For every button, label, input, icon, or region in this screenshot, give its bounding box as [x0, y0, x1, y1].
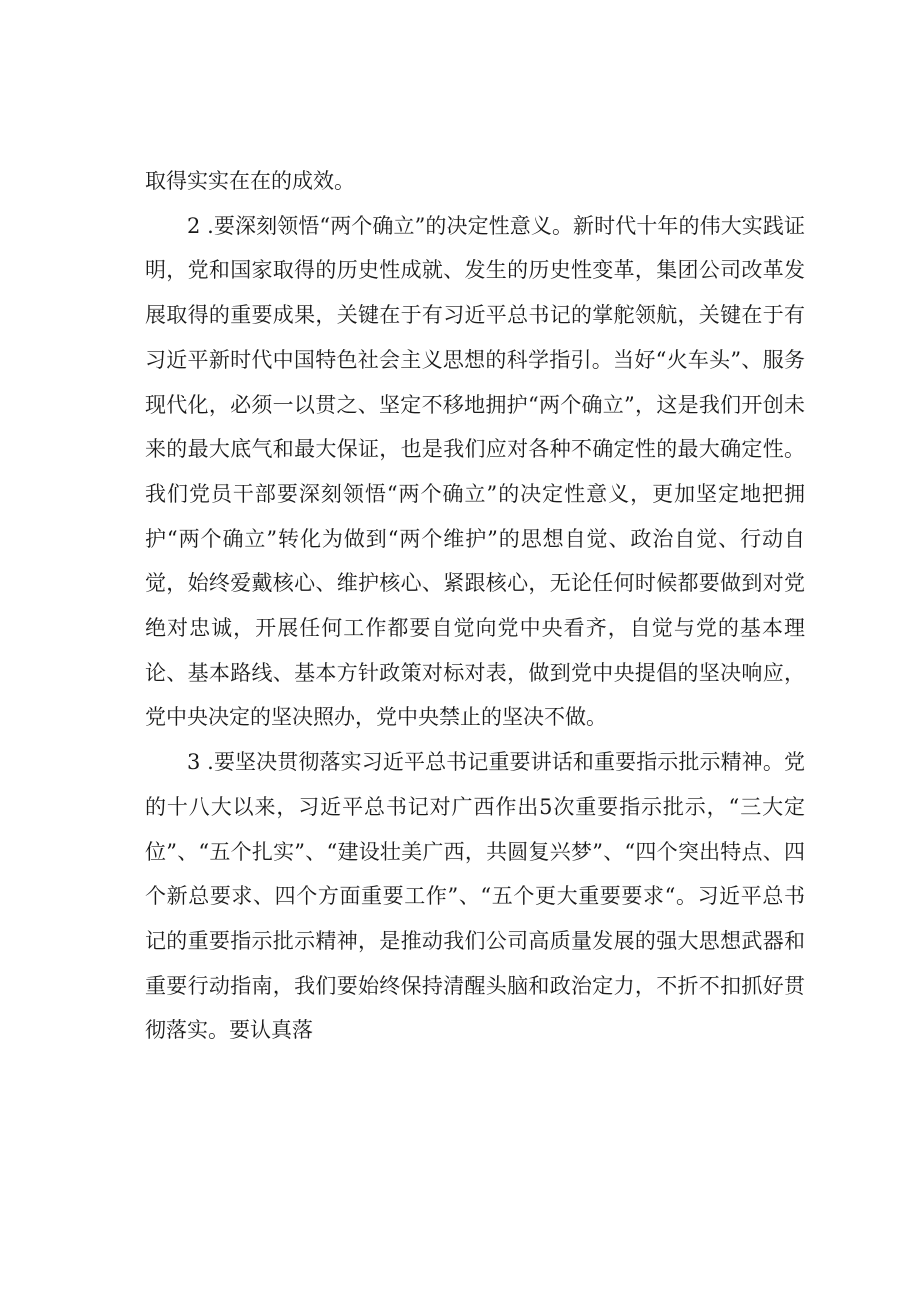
paragraph-two-establishments: 2 .要深刻领悟“两个确立”的决定性意义。新时代十年的伟大实践证明，党和国家取得的历史性成就、发生的历史性变革，集团公司改革发展取得的重要成果，关键在于有习近平总书记的掌舵领航，关键在于有习近平新时代中国特色社会主义思想的科学指引。当好“火车头”、服务现代化，必须一以贯之、坚定不移地拥护“两个确立”，这是我们开创未来的最大底气和最大保证，也是我们应对各种不确定性的最大确定性。我们党员干部要深刻领悟“两个确立”的决定性意义，更加坚定地把拥护“两个确立”转化为做到“两个维护”的思想自觉、政治自觉、行动自觉，始终爱戴核心、维护核心、紧跟核心，无论任何时候都要做到对党绝对忠诚，开展任何工作都要自觉向党中央看齐，自觉与党的基本理论、基本路线、基本方针政策对标对表，做到党中央提倡的坚决响应，党中央决定的坚决照办，党中央禁止的坚决不做。	[145, 213, 805, 730]
document-body	[145, 159, 805, 1053]
paragraph-continuation: 取得实实在在的成效。	[145, 169, 355, 193]
paragraph-implement-instructions: 3 .要坚决贯彻落实习近平总书记重要讲话和重要指示批示精神。党的十八大以来，习近平总书记对广西作出5次重要指示批示，“三大定位”、“五个扎实”、“建设壮美广西，共圆复兴梦”、“四个突出特点、四个新总要求、四个方面重要工作”、“五个更大重要要求“。习近平总书记的重要指示批示精神，是推动我们公司高质量发展的强大思想武器和重要行动指南，我们要始终保持清醒头脑和政治定力，不折不扣抓好贯彻落实。要认真落	[145, 750, 805, 1043]
